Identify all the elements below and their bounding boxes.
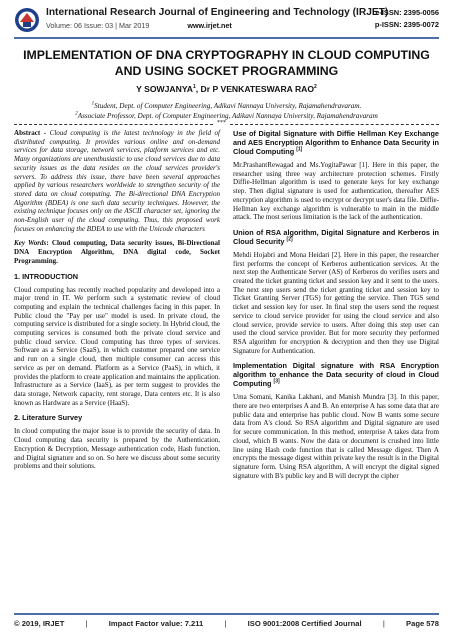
eissn: e-ISSN: 2395-0056	[375, 8, 439, 17]
irjet-logo-icon	[14, 7, 40, 33]
journal-title: International Research Journal of Engineering and Technology (IRJET)	[46, 7, 389, 18]
journal-url[interactable]: www.irjet.net	[187, 21, 232, 30]
ref1-text: Mr.PrashantRewagad and Ms.YogitaPawar [1]. Here in this paper, the researcher using three way architecture protection schemes. Firstly Diffie-Hellman algorithm is used to generate keys for key exchange step. Then digital signature is used for authentication, thereafter AES encryption algorithm is used to encrypt or decrypt user's data file. Diffie- Hellman key exchange algorithm is vulnerable to main in the middle attack. The most serious limitation is the lack of the authentication.	[233, 161, 439, 222]
ref2-heading: Union of RSA algorithm, Digital Signature and Kerberos in Cloud Security [2]	[233, 227, 439, 246]
affiliation-1: $^1$Student, Dept. of Computer Engineering, Adikavi Nannaya University, Rajamahendravaram.	[91, 101, 362, 110]
ref2-text: Mehdi Hojabri and Mona Heidari [2]. Here in this paper, the researcher first performs the concept of Kerberos authentication services. At the next step the Authenticate Server (AS) of Kerberos do verifies users and created the ticket granting ticket and session key and it sent to the users. The next step users send the ticket granting ticket and session key to Ticket Granting Server (TGS) for getting the service. Then TGS send ticket and session key for user. In final step the users send the request service to cloud service provider for using the cloud service and also cloud service, provide service to users. After doing this step user can used the cloud service provider. But for more security they performed RSA algorithm for encryption & decryption and then they use Digital Signature for Authentication.	[233, 250, 439, 355]
header-rule	[14, 37, 439, 39]
intro-text: Cloud computing has recently reached popularity and developed into a major trend in IT. We perform such a systematic review of cloud computing and explain the technical challenges facing in this paper. In Public cloud the "Pay per use" model is used. In private cloud, the computing service is distributed for a single society. In Hybrid cloud, the computing services is consumed both the private cloud service and public cloud service. Cloud computing has three types of services. Software as a Service (SaaS), in which customer prepared one service and run on a single cloud, then multiple consumer can access this service as per on demand. Platform as a Service (PaaS), in which, it provides the platform to create application and maintains the application. Infrastructure as a Service (IaaS), as per term suggest to provides the data storage, Network capacity, rent storage, Data centers etc. It is also known as Hardware as a Service (HaaS).	[14, 285, 220, 407]
divider-star-icon: ***	[217, 120, 226, 126]
volume-issue: Volume: 06 Issue: 03 | Mar 2019	[46, 21, 150, 30]
abstract: Abstract - Cloud computing is the latest technology in the field of distributed computing. It provides various online and on-demand services for data storage, network services, platform services and etc. Many organizations are unenthusiastic to use cloud services due to data security issues as the data resides on the cloud services provider's servers. To address this issue, there have been several approaches applied by various researchers worldwide to strengthen security of the stored data on cloud computing. The Bi-directional DNA Encryption Algorithm (BDEA) is one such data security techniques. However, the existing technique focuses only on the ASCII character set, ignoring the non-English user of the cloud computing. Thus, this proposed work focuses on enhancing the BDEA to use with the Unicode characters	[14, 129, 220, 233]
volume-line	[46, 21, 232, 30]
footer-page: Page 578	[406, 619, 439, 628]
footer-separator: |	[382, 619, 385, 628]
left-column	[14, 129, 220, 477]
intro-heading: 1. INTRODUCTION	[14, 271, 79, 281]
keywords: Key Words: Cloud computing, Data security issues, Bi-Directional DNA Encryption Algorithm, DNA digital code, Socket Programming.	[14, 239, 220, 265]
paper-authors: Y SOWJANYA$^1$, Dr P VENKATESWARA RAO$^2$	[136, 84, 317, 94]
paper-title: IMPLEMENTATION OF DNA CRYPTOGRAPHY IN CLOUD COMPUTING AND USING SOCKET PROGRAMMING	[23, 48, 430, 78]
footer-separator: |	[224, 619, 227, 628]
page-footer	[14, 619, 439, 628]
pissn: p-ISSN: 2395-0072	[374, 20, 439, 29]
ref3-heading: Implementation Digital signature with RSA Encryption algorithm to enhance the Data security of cloud in Cloud Computing [3]	[233, 361, 439, 389]
ref3-text: Uma Somani, Kanika Lakhani, and Manish Mundra [3]. In this paper, there are two enterprises A and B. An enterprise A has some data that are public data and enterprise has public cloud. Now B wants some secure data from A's cloud. So RSA algorithm and Digital signature are used for secure communication. In this method, enterprise A takes data from cloud, which B wants. Now the data or document is crushed into little line using Hash code function that is called Message digest. Then A encrypts the message digest within private key the result is in the Digital signature form. Using RSA algorithm, A will encrypt the digital signed signature with B's public key and B will decrypt the cipher	[233, 393, 439, 480]
footer-iso: ISO 9001:2008 Certified Journal	[247, 619, 362, 628]
literature-text: In cloud computing the major issue is to provide the security of data. In Cloud computing data security is prepared by the Authentication, Encryption & Decryption, Message authentication code, Hash function, and Digital signature and so on. So here we discuss about some security problems and their solutions.	[14, 427, 220, 471]
right-column	[233, 129, 439, 486]
affiliations	[14, 102, 439, 121]
issn-block	[375, 7, 439, 31]
footer-separator: |	[85, 619, 88, 628]
literature-heading: 2. Literature Survey	[14, 413, 83, 423]
footer-impact: Impact Factor value: 7.211	[108, 619, 204, 628]
journal-header	[0, 0, 453, 36]
affiliation-2: $^2$Associate Professor, Dept. of Computer Engineering, Adikavi Nannaya University, Rajamahendravaram	[75, 111, 378, 120]
footer-rule	[14, 613, 439, 615]
footer-copyright: © 2019, IRJET	[14, 619, 65, 628]
ref1-heading: Use of Digital Signature with Diffie Hellman Key Exchange and AES Encryption Algorithm to Enhance Data Security in Cloud Computing [1]	[233, 129, 439, 156]
